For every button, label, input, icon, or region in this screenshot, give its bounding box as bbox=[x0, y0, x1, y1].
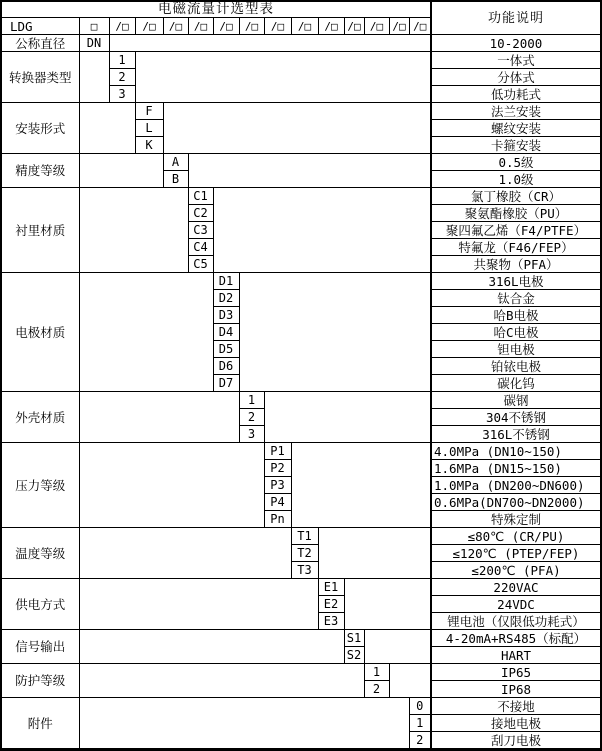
section-label: 电极材质 bbox=[1, 273, 79, 392]
desc-cell: 1.0MPa (DN200~DN600) bbox=[431, 477, 601, 494]
option-code-cell: C4 bbox=[188, 239, 213, 256]
blank-left-cell bbox=[79, 392, 239, 443]
option-code-cell: P3 bbox=[264, 477, 291, 494]
blank-left-cell bbox=[79, 528, 291, 579]
section-label: 转换器类型 bbox=[1, 52, 79, 103]
category-label-dn: 公称直径 bbox=[1, 35, 79, 52]
blank-right-cell bbox=[344, 579, 431, 630]
option-code-cell: 2 bbox=[409, 732, 431, 750]
blank-left-cell bbox=[79, 188, 188, 273]
desc-cell: 304不锈钢 bbox=[431, 409, 601, 426]
blank-right-cell bbox=[318, 528, 431, 579]
option-code-cell: D1 bbox=[213, 273, 239, 290]
desc-cell: ≤120℃ (PTEP/FEP) bbox=[431, 545, 601, 562]
desc-cell: 0.6MPa(DN700~DN2000) bbox=[431, 494, 601, 511]
option-code-cell: T2 bbox=[291, 545, 318, 562]
desc-cell: 特殊定制 bbox=[431, 511, 601, 528]
desc-cell: 1.6MPa (DN15~150) bbox=[431, 460, 601, 477]
desc-cell: 共聚物（PFA） bbox=[431, 256, 601, 273]
option-code-cell: 2 bbox=[239, 409, 264, 426]
table-title: 电磁流量计选型表 bbox=[1, 1, 431, 18]
section-label: 信号输出 bbox=[1, 630, 79, 664]
option-code-cell: D3 bbox=[213, 307, 239, 324]
section-label: 安装形式 bbox=[1, 103, 79, 154]
option-code-cell: F bbox=[135, 103, 163, 120]
option-code-cell: C2 bbox=[188, 205, 213, 222]
desc-cell: 4-20mA+RS485（标配） bbox=[431, 630, 601, 647]
table-body bbox=[1, 1, 601, 750]
option-code-cell: Pn bbox=[264, 511, 291, 528]
blank-right-cell bbox=[213, 188, 431, 273]
option-code-cell: 2 bbox=[109, 69, 135, 86]
model-slot-checkbox: /□ bbox=[213, 18, 239, 35]
option-code-cell: P4 bbox=[264, 494, 291, 511]
option-code-cell: T1 bbox=[291, 528, 318, 545]
desc-cell: 接地电极 bbox=[431, 715, 601, 732]
option-code-cell: E1 bbox=[318, 579, 344, 596]
option-code-cell: D5 bbox=[213, 341, 239, 358]
desc-cell: IP68 bbox=[431, 681, 601, 698]
model-prefix: LDG bbox=[1, 18, 79, 35]
model-slot-checkbox: /□ bbox=[239, 18, 264, 35]
blank-right-cell bbox=[163, 103, 431, 154]
section-label: 压力等级 bbox=[1, 443, 79, 528]
desc-cell: 24VDC bbox=[431, 596, 601, 613]
model-base-checkbox: □ bbox=[79, 18, 109, 35]
option-code-cell: 2 bbox=[364, 681, 389, 698]
blank-left-cell bbox=[79, 698, 409, 750]
option-code-cell: 1 bbox=[364, 664, 389, 681]
desc-cell: 聚四氟乙烯（F4/PTFE） bbox=[431, 222, 601, 239]
desc-cell: 316L不锈钢 bbox=[431, 426, 601, 443]
desc-cell: 哈C电极 bbox=[431, 324, 601, 341]
model-slot-checkbox: /□ bbox=[389, 18, 409, 35]
section-label: 温度等级 bbox=[1, 528, 79, 579]
option-code-cell: D6 bbox=[213, 358, 239, 375]
blank-right-cell bbox=[188, 154, 431, 188]
option-code-cell: C1 bbox=[188, 188, 213, 205]
desc-cell: 钛合金 bbox=[431, 290, 601, 307]
desc-cell: 铂铱电极 bbox=[431, 358, 601, 375]
option-code-cell: E2 bbox=[318, 596, 344, 613]
blank-left-cell bbox=[79, 273, 213, 392]
model-slot-checkbox: /□ bbox=[364, 18, 389, 35]
desc-cell: 10-2000 bbox=[431, 35, 601, 52]
blank-right-cell bbox=[364, 630, 431, 664]
model-slot-checkbox: /□ bbox=[264, 18, 291, 35]
desc-cell: ≤80℃ (CR/PU) bbox=[431, 528, 601, 545]
model-slot-checkbox: /□ bbox=[135, 18, 163, 35]
desc-cell: 螺纹安装 bbox=[431, 120, 601, 137]
desc-cell: 分体式 bbox=[431, 69, 601, 86]
section-label: 供电方式 bbox=[1, 579, 79, 630]
section-label: 附件 bbox=[1, 698, 79, 750]
dn-code: DN bbox=[79, 35, 109, 52]
model-slot-checkbox: /□ bbox=[318, 18, 344, 35]
desc-cell: 聚氨酯橡胶（PU） bbox=[431, 205, 601, 222]
desc-cell: HART bbox=[431, 647, 601, 664]
desc-cell: 1.0级 bbox=[431, 171, 601, 188]
option-code-cell: C5 bbox=[188, 256, 213, 273]
option-code-cell: T3 bbox=[291, 562, 318, 579]
desc-cell: 氯丁橡胶（CR） bbox=[431, 188, 601, 205]
desc-cell: 0.5级 bbox=[431, 154, 601, 171]
desc-cell: 法兰安装 bbox=[431, 103, 601, 120]
model-slot-checkbox: /□ bbox=[188, 18, 213, 35]
desc-cell: IP65 bbox=[431, 664, 601, 681]
option-code-cell: E3 bbox=[318, 613, 344, 630]
blank-left-cell bbox=[79, 103, 135, 154]
desc-cell: 刮刀电极 bbox=[431, 732, 601, 750]
section-label: 外壳材质 bbox=[1, 392, 79, 443]
desc-cell: 碳钢 bbox=[431, 392, 601, 409]
option-code-cell: S1 bbox=[344, 630, 364, 647]
desc-cell: 卡箍安装 bbox=[431, 137, 601, 154]
section-label: 防护等级 bbox=[1, 664, 79, 698]
desc-cell: 特氟龙（F46/FEP） bbox=[431, 239, 601, 256]
option-code-cell: C3 bbox=[188, 222, 213, 239]
blank-right-cell bbox=[135, 52, 431, 103]
blank-right-cell bbox=[291, 443, 431, 528]
section-label: 精度等级 bbox=[1, 154, 79, 188]
desc-cell: 碳化钨 bbox=[431, 375, 601, 392]
model-slot-checkbox: /□ bbox=[291, 18, 318, 35]
desc-cell: 锂电池（仅限低功耗式） bbox=[431, 613, 601, 630]
blank-left-cell bbox=[79, 154, 163, 188]
model-slot-checkbox: /□ bbox=[163, 18, 188, 35]
blank-right-cell bbox=[389, 664, 431, 698]
model-slot-checkbox: /□ bbox=[344, 18, 364, 35]
blank-left-cell bbox=[79, 443, 264, 528]
blank-left-cell bbox=[79, 630, 344, 664]
option-code-cell: L bbox=[135, 120, 163, 137]
option-code-cell: 1 bbox=[109, 52, 135, 69]
option-code-cell: 3 bbox=[239, 426, 264, 443]
desc-cell: ≤200℃ (PFA) bbox=[431, 562, 601, 579]
desc-cell: 一体式 bbox=[431, 52, 601, 69]
desc-cell: 316L电极 bbox=[431, 273, 601, 290]
desc-cell: 哈B电极 bbox=[431, 307, 601, 324]
function-column-header: 功能说明 bbox=[431, 1, 601, 35]
blank-right-cell bbox=[264, 392, 431, 443]
blank-right-cell bbox=[239, 273, 431, 392]
option-code-cell: P2 bbox=[264, 460, 291, 477]
option-code-cell: 1 bbox=[409, 715, 431, 732]
blank-cell bbox=[109, 35, 431, 52]
option-code-cell: A bbox=[163, 154, 188, 171]
desc-cell: 钽电极 bbox=[431, 341, 601, 358]
option-code-cell: D4 bbox=[213, 324, 239, 341]
option-code-cell: 0 bbox=[409, 698, 431, 715]
desc-cell: 220VAC bbox=[431, 579, 601, 596]
model-slot-checkbox: /□ bbox=[409, 18, 431, 35]
option-code-cell: 1 bbox=[239, 392, 264, 409]
option-code-cell: D7 bbox=[213, 375, 239, 392]
option-code-cell: D2 bbox=[213, 290, 239, 307]
option-code-cell: P1 bbox=[264, 443, 291, 460]
section-label: 衬里材质 bbox=[1, 188, 79, 273]
model-slot-checkbox: /□ bbox=[109, 18, 135, 35]
blank-left-cell bbox=[79, 664, 364, 698]
option-code-cell: 3 bbox=[109, 86, 135, 103]
option-code-cell: S2 bbox=[344, 647, 364, 664]
desc-cell: 不接地 bbox=[431, 698, 601, 715]
desc-cell: 低功耗式 bbox=[431, 86, 601, 103]
option-code-cell: B bbox=[163, 171, 188, 188]
desc-cell: 4.0MPa (DN10~150) bbox=[431, 443, 601, 460]
option-code-cell: K bbox=[135, 137, 163, 154]
blank-left-cell bbox=[79, 52, 109, 103]
blank-left-cell bbox=[79, 579, 318, 630]
